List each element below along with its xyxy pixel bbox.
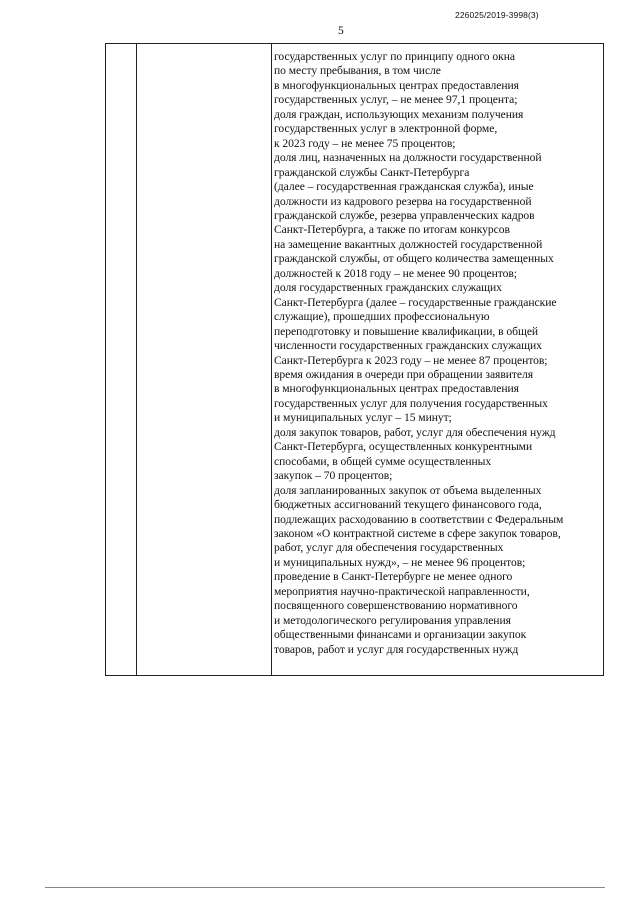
- text-line: мероприятия научно-практической направленности,: [274, 584, 530, 598]
- text-line: должности из кадрового резерва на государственной: [274, 194, 532, 208]
- text-line: и муниципальных нужд», – не менее 96 процентов;: [274, 555, 526, 569]
- text-line: к 2023 году – не менее 75 процентов;: [274, 136, 456, 150]
- text-line: переподготовку и повышение квалификации, в общей: [274, 324, 539, 338]
- text-line: товаров, работ и услуг для государственных нужд: [274, 642, 519, 656]
- text-line: по месту пребывания, в том числе: [274, 64, 441, 78]
- text-line: проведение в Санкт-Петербурге не менее одного: [274, 570, 513, 584]
- text-line: доля лиц, назначенных на должности государственной: [274, 151, 542, 165]
- text-line: гражданской службе, резерва управленческих кадров: [274, 208, 535, 222]
- text-line: работ, услуг для обеспечения государственных: [274, 541, 504, 555]
- text-line: закупок – 70 процентов;: [274, 469, 393, 483]
- text-line: (далее – государственная гражданская служба), иные: [274, 180, 534, 194]
- table-cell-text: [274, 50, 604, 657]
- text-line: в многофункциональных центрах предоставления: [274, 78, 519, 92]
- text-line: подлежащих расходованию в соответствии с Федеральным: [274, 512, 564, 526]
- text-line: гражданской службы, от общего количества замещенных: [274, 252, 554, 266]
- text-line: доля граждан, использующих механизм получения: [274, 107, 524, 121]
- text-line: доля закупок товаров, работ, услуг для обеспечения нужд: [274, 425, 556, 439]
- text-line: доля государственных гражданских служащих: [274, 281, 502, 295]
- text-line: гражданской службы Санкт-Петербурга: [274, 165, 470, 179]
- text-line: и методологического регулирования управления: [274, 613, 511, 627]
- table-column-divider: [136, 44, 137, 675]
- document-table: [105, 43, 604, 676]
- text-line: посвященного совершенствованию нормативного: [274, 599, 518, 613]
- text-line: Санкт-Петербурга, а также по итогам конкурсов: [274, 223, 510, 237]
- text-line: общественными финансами и организации закупок: [274, 628, 527, 642]
- text-line: государственных услуг в электронной форме,: [274, 122, 498, 136]
- document-number: 226025/2019-3998(3): [455, 10, 539, 20]
- text-line: служащие), прошедших профессиональную: [274, 310, 490, 324]
- text-line: на замещение вакантных должностей государственной: [274, 237, 543, 251]
- footer-rule: [45, 887, 605, 888]
- text-line: государственных услуг для получения государственных: [274, 396, 548, 410]
- text-line: Санкт-Петербурга (далее – государственные гражданские: [274, 295, 557, 309]
- page-number: 5: [338, 25, 344, 37]
- text-line: в многофункциональных центрах предоставления: [274, 382, 519, 396]
- text-line: государственных услуг, – не менее 97,1 процента;: [274, 93, 518, 107]
- text-line: государственных услуг по принципу одного окна: [274, 50, 515, 63]
- text-line: Санкт-Петербурга к 2023 году – не менее 87 процентов;: [274, 353, 548, 367]
- text-line: законом «О контрактной системе в сфере закупок товаров,: [274, 526, 561, 540]
- text-line: численности государственных гражданских служащих: [274, 339, 542, 353]
- text-line: доля запланированных закупок от объема выделенных: [274, 483, 542, 497]
- text-line: время ожидания в очереди при обращении заявителя: [274, 367, 534, 381]
- text-line: и муниципальных услуг – 15 минут;: [274, 411, 452, 425]
- text-line: бюджетных ассигнований текущего финансового года,: [274, 498, 542, 512]
- text-line: способами, в общей сумме осуществленных: [274, 454, 492, 468]
- table-column-divider: [271, 44, 272, 675]
- text-line: должностей к 2018 году – не менее 90 процентов;: [274, 266, 517, 280]
- text-line: Санкт-Петербурга, осуществленных конкурентными: [274, 440, 533, 454]
